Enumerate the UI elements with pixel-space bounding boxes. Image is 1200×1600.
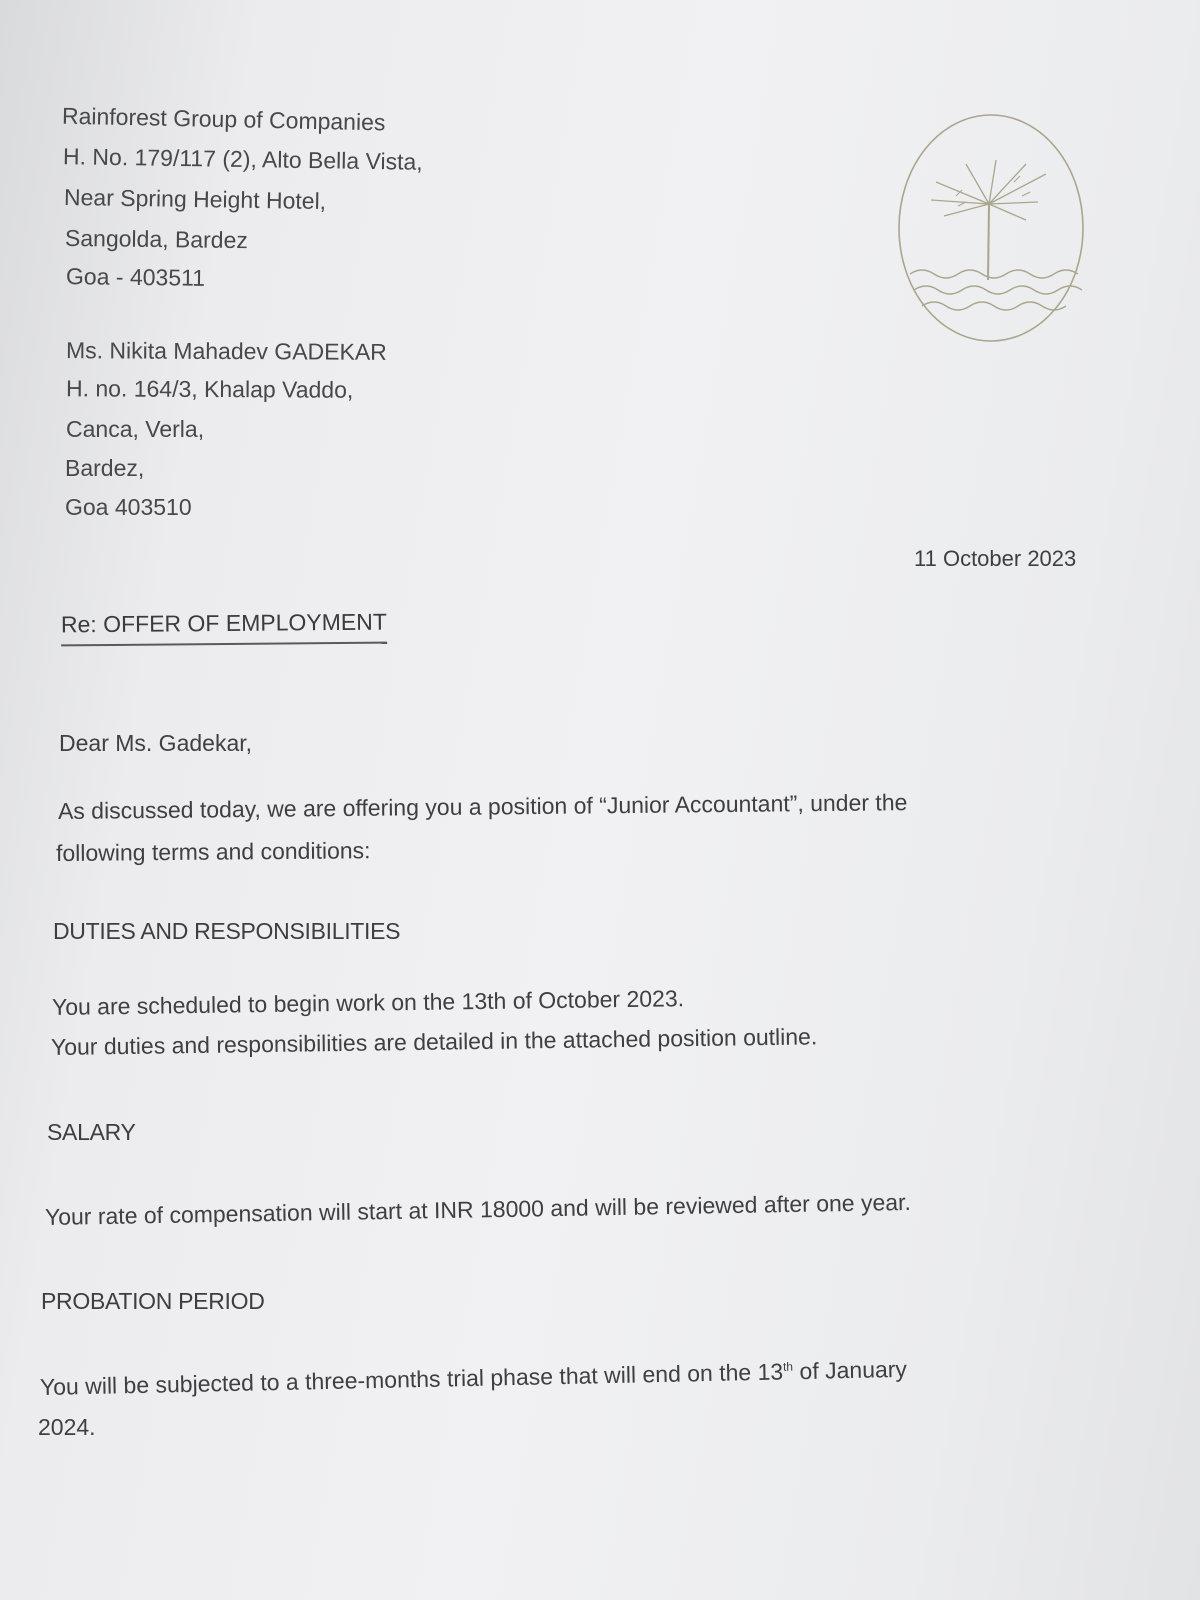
probation-line-text: You will be subjected to a three-months trial phase that will end on the 13 (39, 1358, 784, 1400)
salutation: Dear Ms. Gadekar, (59, 730, 253, 756)
letter-date: 11 October 2023 (914, 546, 1077, 571)
duties-line: You are scheduled to begin work on the 13th of October 2023. (51, 985, 685, 1020)
letter-subject: Re: OFFER OF EMPLOYMENT (61, 609, 387, 647)
recipient-address-line: Bardez, (65, 455, 145, 481)
probation-heading: PROBATION PERIOD (41, 1288, 265, 1314)
probation-line: 2024. (38, 1414, 96, 1440)
intro-line: following terms and conditions: (55, 837, 371, 866)
ordinal-suffix: th (782, 1359, 794, 1374)
company-address-line: H. No. 179/117 (2), Alto Bella Vista, (62, 143, 423, 175)
recipient-address-line: Canca, Verla, (66, 416, 205, 442)
recipient-address-line: H. no. 164/3, Khalap Vaddo, (65, 375, 354, 403)
company-name: Rainforest Group of Companies (61, 102, 386, 136)
salary-line: Your rate of compensation will start at INR 18000 and will be reviewed after one year. (44, 1188, 912, 1230)
probation-line (40, 1356, 907, 1401)
duties-line: Your duties and responsibilities are detailed in the attached position outline. (50, 1023, 818, 1060)
duties-heading: DUTIES AND RESPONSIBILITIES (53, 918, 401, 944)
recipient-name: Ms. Nikita Mahadev GADEKAR (65, 337, 387, 365)
company-address-line: Goa - 403511 (65, 263, 206, 291)
probation-line-text: of January (792, 1355, 908, 1385)
recipient-address-line: Goa 403510 (65, 494, 192, 520)
company-address-line: Sangolda, Bardez (64, 224, 249, 254)
intro-line: As discussed today, we are offering you a position of “Junior Accountant”, under the (57, 789, 908, 824)
palm-tree-logo-icon (896, 112, 1086, 344)
salary-heading: SALARY (47, 1119, 136, 1145)
company-address-line: Near Spring Height Hotel, (63, 183, 327, 215)
